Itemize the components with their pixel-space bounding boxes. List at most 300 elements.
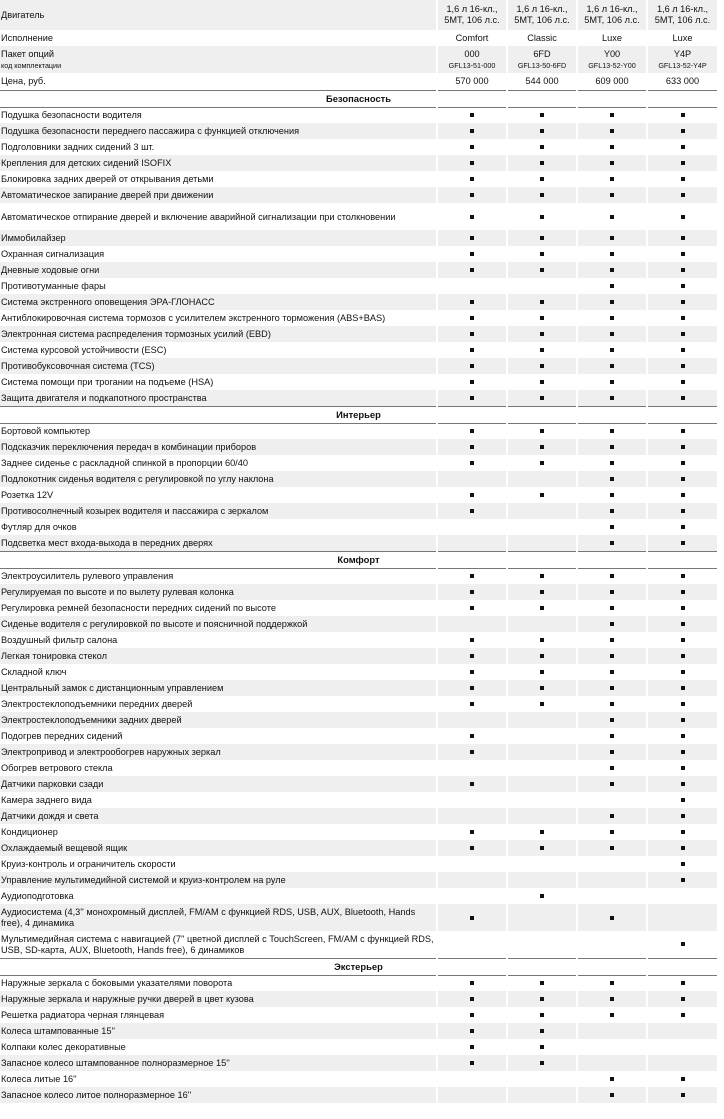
feature-label: Подогрев передних сидений	[0, 728, 437, 744]
included-marker-icon	[470, 734, 474, 738]
included-marker-icon	[681, 878, 685, 882]
feature-availability-cell	[437, 262, 507, 278]
feature-row	[0, 230, 717, 246]
feature-label: Иммобилайзер	[0, 230, 437, 246]
feature-row	[0, 760, 717, 776]
included-marker-icon	[610, 750, 614, 754]
included-marker-icon	[681, 284, 685, 288]
feature-label: Кондиционер	[0, 824, 437, 840]
included-marker-icon	[681, 1093, 685, 1097]
feature-label: Противобуксовочная система (TCS)	[0, 358, 437, 374]
included-marker-icon	[681, 766, 685, 770]
feature-label: Бортовой компьютер	[0, 423, 437, 439]
feature-row	[0, 326, 717, 342]
feature-label: Подушка безопасности водителя	[0, 107, 437, 123]
feature-availability-cell	[507, 246, 577, 262]
included-marker-icon	[470, 445, 474, 449]
feature-availability-cell	[507, 931, 577, 958]
feature-row	[0, 568, 717, 584]
included-marker-icon	[540, 686, 544, 690]
feature-label: Противосолнечный козырек водителя и пассажира с зеркалом	[0, 503, 437, 519]
feature-row	[0, 535, 717, 551]
feature-availability-cell	[647, 262, 717, 278]
included-marker-icon	[610, 997, 614, 1001]
included-marker-icon	[681, 525, 685, 529]
included-marker-icon	[540, 129, 544, 133]
feature-row	[0, 1087, 717, 1103]
included-marker-icon	[681, 252, 685, 256]
feature-availability-cell	[647, 760, 717, 776]
section-header	[0, 958, 717, 975]
included-marker-icon	[681, 429, 685, 433]
section-header	[0, 551, 717, 568]
section-header	[0, 90, 717, 107]
feature-availability-cell	[437, 487, 507, 503]
included-marker-icon	[540, 638, 544, 642]
feature-availability-cell	[507, 1087, 577, 1103]
feature-availability-cell	[647, 155, 717, 171]
feature-availability-cell	[507, 648, 577, 664]
feature-availability-cell	[577, 503, 647, 519]
feature-availability-cell	[577, 1087, 647, 1103]
feature-availability-cell	[577, 246, 647, 262]
included-marker-icon	[470, 396, 474, 400]
included-marker-icon	[470, 332, 474, 336]
feature-availability-cell	[647, 471, 717, 487]
feature-availability-cell	[507, 139, 577, 155]
feature-availability-cell	[507, 632, 577, 648]
included-marker-icon	[610, 814, 614, 818]
included-marker-icon	[681, 734, 685, 738]
feature-availability-cell	[647, 439, 717, 455]
included-marker-icon	[540, 300, 544, 304]
feature-availability-cell	[577, 696, 647, 712]
package-cell	[437, 46, 507, 73]
included-marker-icon	[540, 461, 544, 465]
feature-availability-cell	[647, 1071, 717, 1087]
included-marker-icon	[540, 445, 544, 449]
included-marker-icon	[681, 348, 685, 352]
included-marker-icon	[610, 782, 614, 786]
included-marker-icon	[470, 461, 474, 465]
included-marker-icon	[470, 493, 474, 497]
package-cell	[507, 46, 577, 73]
feature-availability-cell	[577, 712, 647, 728]
feature-availability-cell	[507, 840, 577, 856]
feature-availability-cell	[437, 310, 507, 326]
feature-availability-cell	[577, 535, 647, 551]
included-marker-icon	[540, 193, 544, 197]
included-marker-icon	[470, 177, 474, 181]
feature-availability-cell	[437, 1071, 507, 1087]
feature-availability-cell	[647, 776, 717, 792]
feature-availability-cell	[577, 310, 647, 326]
feature-availability-cell	[437, 856, 507, 872]
feature-availability-cell	[647, 991, 717, 1007]
included-marker-icon	[681, 1013, 685, 1017]
feature-availability-cell	[507, 439, 577, 455]
feature-availability-cell	[647, 744, 717, 760]
feature-availability-cell	[647, 792, 717, 808]
feature-row	[0, 600, 717, 616]
feature-row	[0, 471, 717, 487]
feature-availability-cell	[507, 374, 577, 390]
feature-label: Сиденье водителя с регулировкой по высоте и поясничной поддержкой	[0, 616, 437, 632]
feature-row	[0, 123, 717, 139]
feature-availability-cell	[437, 230, 507, 246]
feature-label: Обогрев ветрового стекла	[0, 760, 437, 776]
feature-row	[0, 358, 717, 374]
feature-availability-cell	[577, 230, 647, 246]
feature-availability-cell	[577, 1039, 647, 1055]
feature-availability-cell	[507, 1007, 577, 1023]
feature-availability-cell	[437, 326, 507, 342]
feature-label: Подушка безопасности переднего пассажира с функцией отключения	[0, 123, 437, 139]
feature-row	[0, 246, 717, 262]
feature-availability-cell	[437, 632, 507, 648]
feature-availability-cell	[577, 776, 647, 792]
package-code: GFL13-50-6FD	[517, 60, 567, 70]
feature-label: Колеса штампованные 15''	[0, 1023, 437, 1039]
included-marker-icon	[610, 268, 614, 272]
feature-availability-cell	[437, 187, 507, 203]
feature-availability-cell	[577, 342, 647, 358]
feature-availability-cell	[507, 187, 577, 203]
feature-row	[0, 728, 717, 744]
included-marker-icon	[610, 1013, 614, 1017]
included-marker-icon	[540, 429, 544, 433]
feature-availability-cell	[647, 872, 717, 888]
feature-availability-cell	[577, 1007, 647, 1023]
included-marker-icon	[540, 316, 544, 320]
package-value: Y00	[603, 48, 621, 59]
feature-label: Футляр для очков	[0, 519, 437, 535]
feature-label: Аудиоподготовка	[0, 888, 437, 904]
included-marker-icon	[470, 429, 474, 433]
feature-availability-cell	[437, 246, 507, 262]
feature-row	[0, 455, 717, 471]
feature-row	[0, 423, 717, 439]
feature-availability-cell	[577, 648, 647, 664]
included-marker-icon	[470, 846, 474, 850]
feature-availability-cell	[437, 294, 507, 310]
included-marker-icon	[540, 380, 544, 384]
feature-availability-cell	[577, 123, 647, 139]
included-marker-icon	[681, 316, 685, 320]
feature-label: Подголовники задних сидений 3 шт.	[0, 139, 437, 155]
feature-label: Воздушный фильтр салона	[0, 632, 437, 648]
feature-availability-cell	[437, 1039, 507, 1055]
feature-row	[0, 632, 717, 648]
feature-label: Электростеклоподъемники передних дверей	[0, 696, 437, 712]
feature-availability-cell	[507, 262, 577, 278]
feature-availability-cell	[437, 1007, 507, 1023]
feature-label: Система экстренного оповещения ЭРА-ГЛОНАСС	[0, 294, 437, 310]
included-marker-icon	[681, 798, 685, 802]
included-marker-icon	[681, 129, 685, 133]
trim-label: Исполнение	[0, 30, 437, 46]
feature-row	[0, 187, 717, 203]
included-marker-icon	[681, 846, 685, 850]
feature-availability-cell	[647, 664, 717, 680]
included-marker-icon	[540, 1061, 544, 1065]
included-marker-icon	[610, 445, 614, 449]
package-code: GFL13-52-Y4P	[658, 60, 707, 70]
feature-availability-cell	[507, 975, 577, 991]
feature-availability-cell	[507, 535, 577, 551]
included-marker-icon	[610, 916, 614, 920]
feature-label: Розетка 12V	[0, 487, 437, 503]
feature-availability-cell	[507, 294, 577, 310]
feature-availability-cell	[647, 342, 717, 358]
feature-label: Электронная система распределения тормозных усилий (EBD)	[0, 326, 437, 342]
included-marker-icon	[681, 830, 685, 834]
included-marker-icon	[681, 997, 685, 1001]
feature-availability-cell	[437, 680, 507, 696]
feature-row	[0, 856, 717, 872]
package-label: Пакет опций	[1, 49, 55, 59]
included-marker-icon	[470, 1061, 474, 1065]
feature-label: Защита двигателя и подкапотного пространства	[0, 390, 437, 406]
included-marker-icon	[610, 525, 614, 529]
feature-availability-cell	[647, 171, 717, 187]
feature-row	[0, 664, 717, 680]
feature-availability-cell	[437, 991, 507, 1007]
feature-row	[0, 487, 717, 503]
included-marker-icon	[610, 622, 614, 626]
feature-availability-cell	[577, 991, 647, 1007]
feature-row	[0, 155, 717, 171]
feature-availability-cell	[507, 584, 577, 600]
feature-label: Наружные зеркала с боковыми указателями поворота	[0, 975, 437, 991]
included-marker-icon	[470, 638, 474, 642]
included-marker-icon	[610, 380, 614, 384]
included-marker-icon	[540, 590, 544, 594]
feature-availability-cell	[507, 568, 577, 584]
feature-row	[0, 808, 717, 824]
feature-availability-cell	[577, 278, 647, 294]
included-marker-icon	[610, 654, 614, 658]
included-marker-icon	[610, 145, 614, 149]
included-marker-icon	[470, 380, 474, 384]
included-marker-icon	[681, 782, 685, 786]
feature-availability-cell	[437, 712, 507, 728]
package-row	[0, 46, 717, 73]
included-marker-icon	[681, 215, 685, 219]
feature-availability-cell	[577, 616, 647, 632]
included-marker-icon	[540, 654, 544, 658]
feature-label: Наружные зеркала и наружные ручки дверей в цвет кузова	[0, 991, 437, 1007]
feature-row	[0, 931, 717, 958]
feature-label: Подсветка мест входа-выхода в передних дверях	[0, 535, 437, 551]
feature-availability-cell	[577, 744, 647, 760]
included-marker-icon	[470, 252, 474, 256]
feature-availability-cell	[577, 171, 647, 187]
feature-availability-cell	[507, 824, 577, 840]
package-value: 6FD	[533, 48, 551, 59]
feature-row	[0, 374, 717, 390]
feature-row	[0, 1039, 717, 1055]
feature-row	[0, 712, 717, 728]
feature-availability-cell	[437, 1087, 507, 1103]
feature-availability-cell	[507, 1023, 577, 1039]
feature-row	[0, 1071, 717, 1087]
feature-availability-cell	[647, 808, 717, 824]
feature-availability-cell	[507, 1039, 577, 1055]
feature-label: Охлаждаемый вещевой ящик	[0, 840, 437, 856]
feature-availability-cell	[647, 246, 717, 262]
feature-availability-cell	[507, 696, 577, 712]
included-marker-icon	[470, 1029, 474, 1033]
feature-label: Электроусилитель рулевого управления	[0, 568, 437, 584]
feature-label: Автоматическое отпирание дверей и включение аварийной сигнализации при столкновении	[0, 203, 437, 230]
feature-availability-cell	[437, 696, 507, 712]
included-marker-icon	[470, 997, 474, 1001]
included-marker-icon	[610, 113, 614, 117]
trim-value: Luxe	[577, 30, 647, 46]
included-marker-icon	[610, 686, 614, 690]
included-marker-icon	[470, 1013, 474, 1017]
feature-availability-cell	[577, 262, 647, 278]
included-marker-icon	[610, 193, 614, 197]
feature-label: Электростеклоподъемники задних дверей	[0, 712, 437, 728]
feature-availability-cell	[437, 728, 507, 744]
included-marker-icon	[681, 268, 685, 272]
included-marker-icon	[610, 493, 614, 497]
included-marker-icon	[610, 766, 614, 770]
feature-row	[0, 519, 717, 535]
feature-availability-cell	[647, 358, 717, 374]
feature-availability-cell	[647, 487, 717, 503]
included-marker-icon	[470, 574, 474, 578]
feature-availability-cell	[507, 664, 577, 680]
included-marker-icon	[610, 161, 614, 165]
included-marker-icon	[610, 177, 614, 181]
included-marker-icon	[470, 686, 474, 690]
feature-availability-cell	[647, 616, 717, 632]
included-marker-icon	[610, 252, 614, 256]
feature-availability-cell	[647, 696, 717, 712]
price-value: 570 000	[437, 73, 507, 90]
feature-row	[0, 648, 717, 664]
feature-availability-cell	[437, 648, 507, 664]
included-marker-icon	[681, 396, 685, 400]
feature-availability-cell	[437, 390, 507, 406]
feature-label: Автоматическое запирание дверей при движении	[0, 187, 437, 203]
feature-availability-cell	[437, 519, 507, 535]
feature-availability-cell	[647, 600, 717, 616]
included-marker-icon	[610, 638, 614, 642]
included-marker-icon	[610, 670, 614, 674]
feature-availability-cell	[577, 760, 647, 776]
feature-availability-cell	[577, 487, 647, 503]
feature-label: Противотуманные фары	[0, 278, 437, 294]
trim-value: Comfort	[437, 30, 507, 46]
package-code: GFL13-51-000	[448, 60, 496, 70]
included-marker-icon	[610, 332, 614, 336]
included-marker-icon	[470, 364, 474, 368]
included-marker-icon	[470, 590, 474, 594]
included-marker-icon	[610, 590, 614, 594]
feature-row	[0, 1023, 717, 1039]
included-marker-icon	[470, 654, 474, 658]
feature-availability-cell	[437, 358, 507, 374]
feature-label: Аудиосистема (4,3'' монохромный дисплей, FM/AM с функцией RDS, USB, AUX, Bluetooth, Hands free), 4 динамика	[0, 904, 437, 931]
included-marker-icon	[470, 215, 474, 219]
feature-availability-cell	[507, 616, 577, 632]
price-value: 633 000	[647, 73, 717, 90]
included-marker-icon	[681, 590, 685, 594]
feature-label: Камера заднего вида	[0, 792, 437, 808]
feature-row	[0, 840, 717, 856]
included-marker-icon	[540, 997, 544, 1001]
feature-availability-cell	[437, 171, 507, 187]
included-marker-icon	[470, 113, 474, 117]
feature-row	[0, 310, 717, 326]
feature-label: Решетка радиатора черная глянцевая	[0, 1007, 437, 1023]
section-header	[0, 406, 717, 423]
feature-availability-cell	[577, 455, 647, 471]
included-marker-icon	[610, 348, 614, 352]
engine-value: 1,6 л 16-кл., 5МТ, 106 л.с.	[437, 0, 507, 30]
feature-row	[0, 792, 717, 808]
feature-availability-cell	[577, 600, 647, 616]
included-marker-icon	[470, 161, 474, 165]
included-marker-icon	[470, 348, 474, 352]
feature-row	[0, 888, 717, 904]
feature-availability-cell	[577, 584, 647, 600]
feature-availability-cell	[437, 840, 507, 856]
feature-availability-cell	[437, 342, 507, 358]
feature-availability-cell	[577, 808, 647, 824]
included-marker-icon	[610, 1093, 614, 1097]
included-marker-icon	[610, 129, 614, 133]
feature-availability-cell	[577, 824, 647, 840]
feature-availability-cell	[507, 107, 577, 123]
included-marker-icon	[470, 702, 474, 706]
included-marker-icon	[610, 284, 614, 288]
feature-row	[0, 872, 717, 888]
included-marker-icon	[681, 862, 685, 866]
feature-label: Колеса литые 16''	[0, 1071, 437, 1087]
feature-availability-cell	[437, 535, 507, 551]
included-marker-icon	[610, 429, 614, 433]
feature-availability-cell	[437, 824, 507, 840]
feature-availability-cell	[577, 872, 647, 888]
included-marker-icon	[470, 509, 474, 513]
section-title: Экстерьер	[0, 958, 717, 975]
engine-label: Двигатель	[0, 0, 437, 30]
included-marker-icon	[470, 1045, 474, 1049]
feature-availability-cell	[507, 342, 577, 358]
feature-availability-cell	[647, 728, 717, 744]
feature-availability-cell	[647, 139, 717, 155]
included-marker-icon	[470, 129, 474, 133]
included-marker-icon	[681, 477, 685, 481]
feature-availability-cell	[577, 632, 647, 648]
trim-row	[0, 30, 717, 46]
included-marker-icon	[681, 300, 685, 304]
included-marker-icon	[681, 981, 685, 985]
feature-availability-cell	[647, 568, 717, 584]
included-marker-icon	[540, 348, 544, 352]
feature-availability-cell	[577, 358, 647, 374]
feature-label: Охранная сигнализация	[0, 246, 437, 262]
feature-availability-cell	[647, 1055, 717, 1071]
feature-row	[0, 584, 717, 600]
feature-availability-cell	[437, 1055, 507, 1071]
included-marker-icon	[681, 718, 685, 722]
